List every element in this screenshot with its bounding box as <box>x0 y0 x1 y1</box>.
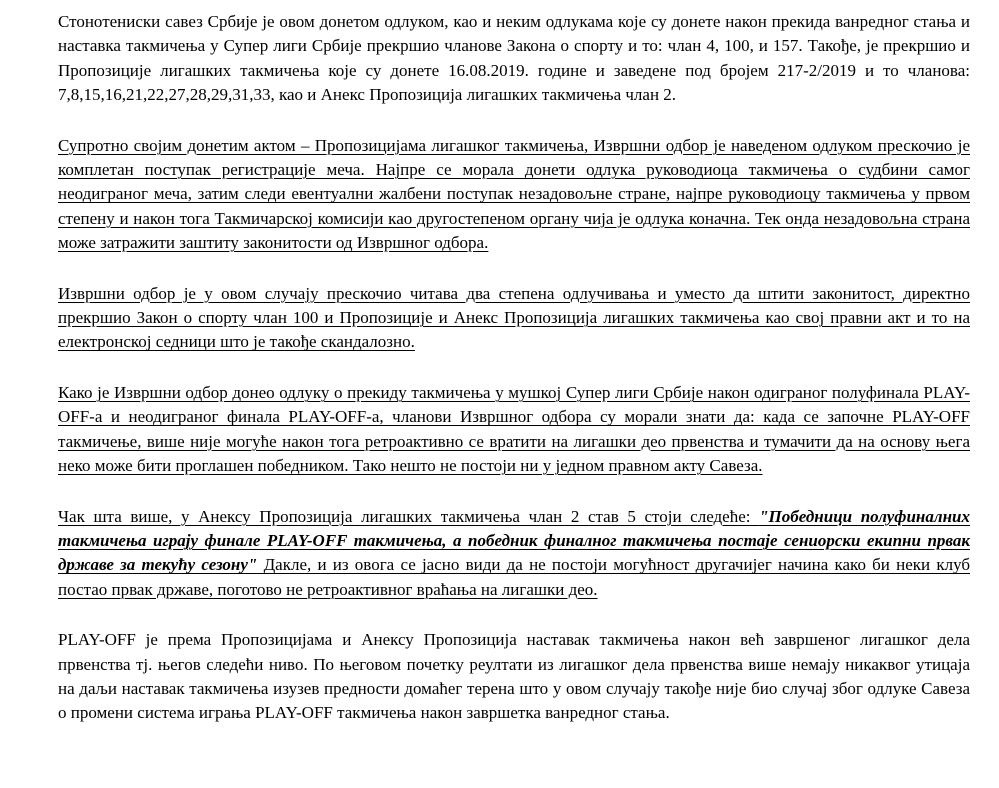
paragraph-text: Извршни одбор је у овом случају прескочио читава два степена одлучивања и уместо да штити законитост, директно прекршио Закон о спорту члан 100 и Пропозиције и Анекс Пропозиција лигашких такмичења као свој правни акт и то на електронској седници што је такође скандалозно. <box>58 283 970 352</box>
paragraph-violations <box>58 10 970 107</box>
annex-quote: "Победници полуфиналних такмичења играју финале PLAY-OFF такмичења, а победник финалног такмичења постаје сениорски екипни првак државе за текућу сезону" <box>58 506 970 575</box>
paragraph-text: Супротно својим донетим актом – Пропозицијама лигашког такмичења, Извршни одбор је наведеном одлуком прескочио је комплетан поступак регистрације меча. Најпре се морала донети одлука руководиоца такмичења о судбини самог неодиграног меча, затим следи евентуални жалбени поступак незадовољне стране, најпре руководиоцу такмичења у првом степену и након тога Такмичарској комисији као другостепеном органу чија је одлука коначна. Тек онда незадовољна страна може затражити заштиту законитости од Извршног одбора. <box>58 135 970 252</box>
paragraph-executive-board <box>58 282 970 355</box>
paragraph-procedure <box>58 134 970 255</box>
paragraph-play-off-decision <box>58 381 970 478</box>
paragraph-annex-quote <box>58 505 970 602</box>
paragraph-text-after-quote: Дакле, и из овога се јасно види да не постоји могућност другачијег начина како би неки клуб постао првак државе, поготово не ретроактивног враћања на лигашки део. <box>58 555 970 599</box>
paragraph-text-before-quote: Чак шта више, у Анексу Пропозиција лигашких такмичења члан 2 став 5 стоји следеће: <box>58 506 760 526</box>
paragraph-text: PLAY-OFF је према Пропозицијама и Анексу Пропозиција наставак такмичења након већ завршеног лигашког дела првенства тј. његов следећи ниво. По његовом почетку реултати из лигашког дела првенства више немају никаквог утицаја на даљи наставак такмичења изузев предности домаћег терена што у овом случају такође није био случај због одлуке Савеза о промени система играња PLAY-OFF такмичења након завршетка ванредног стања. <box>58 630 970 723</box>
document-page <box>58 10 970 752</box>
paragraph-text: Стонотениски савез Србије је овом донетом одлуком, као и неким одлукама које су донете након прекида ванредног стања и наставка такмичења у Супер лиги Србије прекршио чланове Закона о спорту и то: члан 4, 100, и 157. Такође, је прекршио и Пропозиције лигашких такмичења које су донете 16.08.2019. године и заведене под бројем 217-2/2019 и то чланова: 7,8,15,16,21,22,27,28,29,31,33, као и Анекс Пропозиција лигашких такмичења члан 2. <box>58 12 970 104</box>
paragraph-play-off-continuation <box>58 628 970 725</box>
paragraph-text: Како је Извршни одбор донео одлуку о прекиду такмичења у мушкој Супер лиги Србије након одиграног полуфинала PLAY-OFF-а и неодиграног финала PLAY-OFF-а, чланови Извршног одбора су морали знати да: када се започне PLAY-OFF такмичење, више није могуће након тога ретроактивно се вратити на лигашки део првенства и тумачити да на основу њега неко може бити проглашен победником. Тако нешто не постоји ни у једном правном акту Савеза. <box>58 383 970 475</box>
